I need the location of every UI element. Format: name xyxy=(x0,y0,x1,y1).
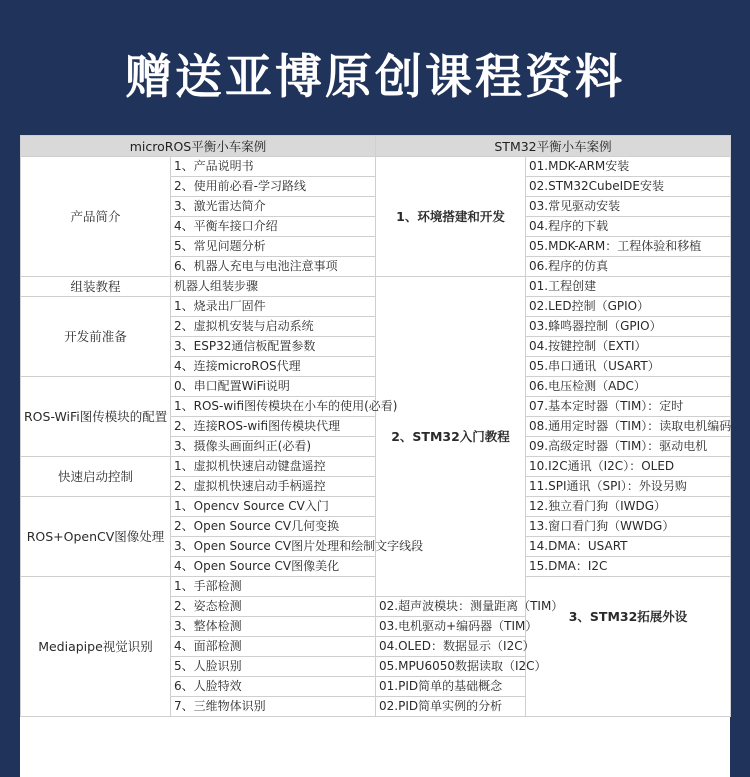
item-cell: 04.程序的下载 xyxy=(526,217,731,237)
category-cell: 开发前准备 xyxy=(21,297,171,377)
item-cell: 05.MPU6050数据读取（I2C） xyxy=(376,657,526,677)
category-cell: Mediapipe视觉识别 xyxy=(21,577,171,717)
item-cell: 12.独立看门狗（IWDG） xyxy=(526,497,731,517)
item-cell: 01.MDK-ARM安装 xyxy=(526,157,731,177)
item-cell: 4、面部检测 xyxy=(171,637,376,657)
course-table xyxy=(20,135,731,717)
item-cell: 6、人脸特效 xyxy=(171,677,376,697)
section-cell: 2、STM32入门教程 xyxy=(376,277,526,597)
item-cell: 2、使用前必看-学习路线 xyxy=(171,177,376,197)
item-cell: 1、产品说明书 xyxy=(171,157,376,177)
item-cell: 07.基本定时器（TIM）：定时 xyxy=(526,397,731,417)
item-cell: 03.蜂鸣器控制（GPIO） xyxy=(526,317,731,337)
item-cell: 09.高级定时器（TIM）：驱动电机 xyxy=(526,437,731,457)
item-cell: 4、平衡车接口介绍 xyxy=(171,217,376,237)
category-cell: 快速启动控制 xyxy=(21,457,171,497)
item-cell: 06.程序的仿真 xyxy=(526,257,731,277)
table-header-row xyxy=(21,136,731,157)
item-cell: 2、虚拟机快速启动手柄遥控 xyxy=(171,477,376,497)
item-cell: 01.PID简单的基础概念 xyxy=(376,677,526,697)
item-cell: 5、常见问题分析 xyxy=(171,237,376,257)
section-cell: 1、环境搭建和开发 xyxy=(376,157,526,277)
item-cell: 05.MDK-ARM：工程体验和移植 xyxy=(526,237,731,257)
item-cell: 4、连接microROS代理 xyxy=(171,357,376,377)
table-row xyxy=(21,157,731,177)
item-cell: 01.工程创建 xyxy=(526,277,731,297)
item-cell: 4、Open Source CV图像美化 xyxy=(171,557,376,577)
item-cell: 08.通用定时器（TIM）：读取电机编码 xyxy=(526,417,731,437)
item-cell: 机器人组装步骤 xyxy=(171,277,376,297)
item-cell: 6、机器人充电与电池注意事项 xyxy=(171,257,376,277)
banner xyxy=(0,0,750,135)
right-header: STM32平衡小车案例 xyxy=(376,136,731,157)
item-cell: 1、手部检测 xyxy=(171,577,376,597)
item-cell: 1、烧录出厂固件 xyxy=(171,297,376,317)
category-cell: ROS-WiFi图传模块的配置 xyxy=(21,377,171,457)
item-cell: 2、Open Source CV几何变换 xyxy=(171,517,376,537)
item-cell: 06.电压检测（ADC） xyxy=(526,377,731,397)
item-cell: 3、激光雷达简介 xyxy=(171,197,376,217)
item-cell: 10.I2C通讯（I2C）：OLED xyxy=(526,457,731,477)
table-row xyxy=(21,277,731,297)
left-header: microROS平衡小车案例 xyxy=(21,136,376,157)
item-cell: 3、摄像头画面纠正(必看) xyxy=(171,437,376,457)
item-cell: 1、虚拟机快速启动键盘遥控 xyxy=(171,457,376,477)
section-cell: 3、STM32拓展外设 xyxy=(526,577,731,717)
item-cell: 0、串口配置WiFi说明 xyxy=(171,377,376,397)
item-cell: 04.OLED：数据显示（I2C） xyxy=(376,637,526,657)
item-cell: 7、三维物体识别 xyxy=(171,697,376,717)
item-cell: 11.SPI通讯（SPI）：外设另购 xyxy=(526,477,731,497)
item-cell: 13.窗口看门狗（WWDG） xyxy=(526,517,731,537)
item-cell: 14.DMA：USART xyxy=(526,537,731,557)
item-cell: 2、虚拟机安装与启动系统 xyxy=(171,317,376,337)
item-cell: 05.串口通讯（USART） xyxy=(526,357,731,377)
item-cell: 3、ESP32通信板配置参数 xyxy=(171,337,376,357)
item-cell: 2、姿态检测 xyxy=(171,597,376,617)
item-cell: 2、连接ROS-wifi图传模块代理 xyxy=(171,417,376,437)
item-cell: 02.LED控制（GPIO） xyxy=(526,297,731,317)
item-cell: 1、Opencv Source CV入门 xyxy=(171,497,376,517)
item-cell: 04.按键控制（EXTI） xyxy=(526,337,731,357)
item-cell: 5、人脸识别 xyxy=(171,657,376,677)
category-cell: 产品简介 xyxy=(21,157,171,277)
item-cell: 03.电机驱动+编码器（TIM） xyxy=(376,617,526,637)
item-cell: 02.STM32CubeIDE安装 xyxy=(526,177,731,197)
item-cell: 02.超声波模块：测量距离（TIM） xyxy=(376,597,526,617)
item-cell: 03.常见驱动安装 xyxy=(526,197,731,217)
item-cell: 3、Open Source CV图片处理和绘制文字线段 xyxy=(171,537,376,557)
category-cell: 组装教程 xyxy=(21,277,171,297)
course-sheet xyxy=(20,135,730,777)
item-cell: 3、整体检测 xyxy=(171,617,376,637)
banner-title: 赠送亚博原创课程资料 xyxy=(125,50,625,105)
category-cell: ROS+OpenCV图像处理 xyxy=(21,497,171,577)
item-cell: 02.PID简单实例的分析 xyxy=(376,697,526,717)
item-cell: 15.DMA：I2C xyxy=(526,557,731,577)
item-cell: 1、ROS-wifi图传模块在小车的使用(必看) xyxy=(171,397,376,417)
